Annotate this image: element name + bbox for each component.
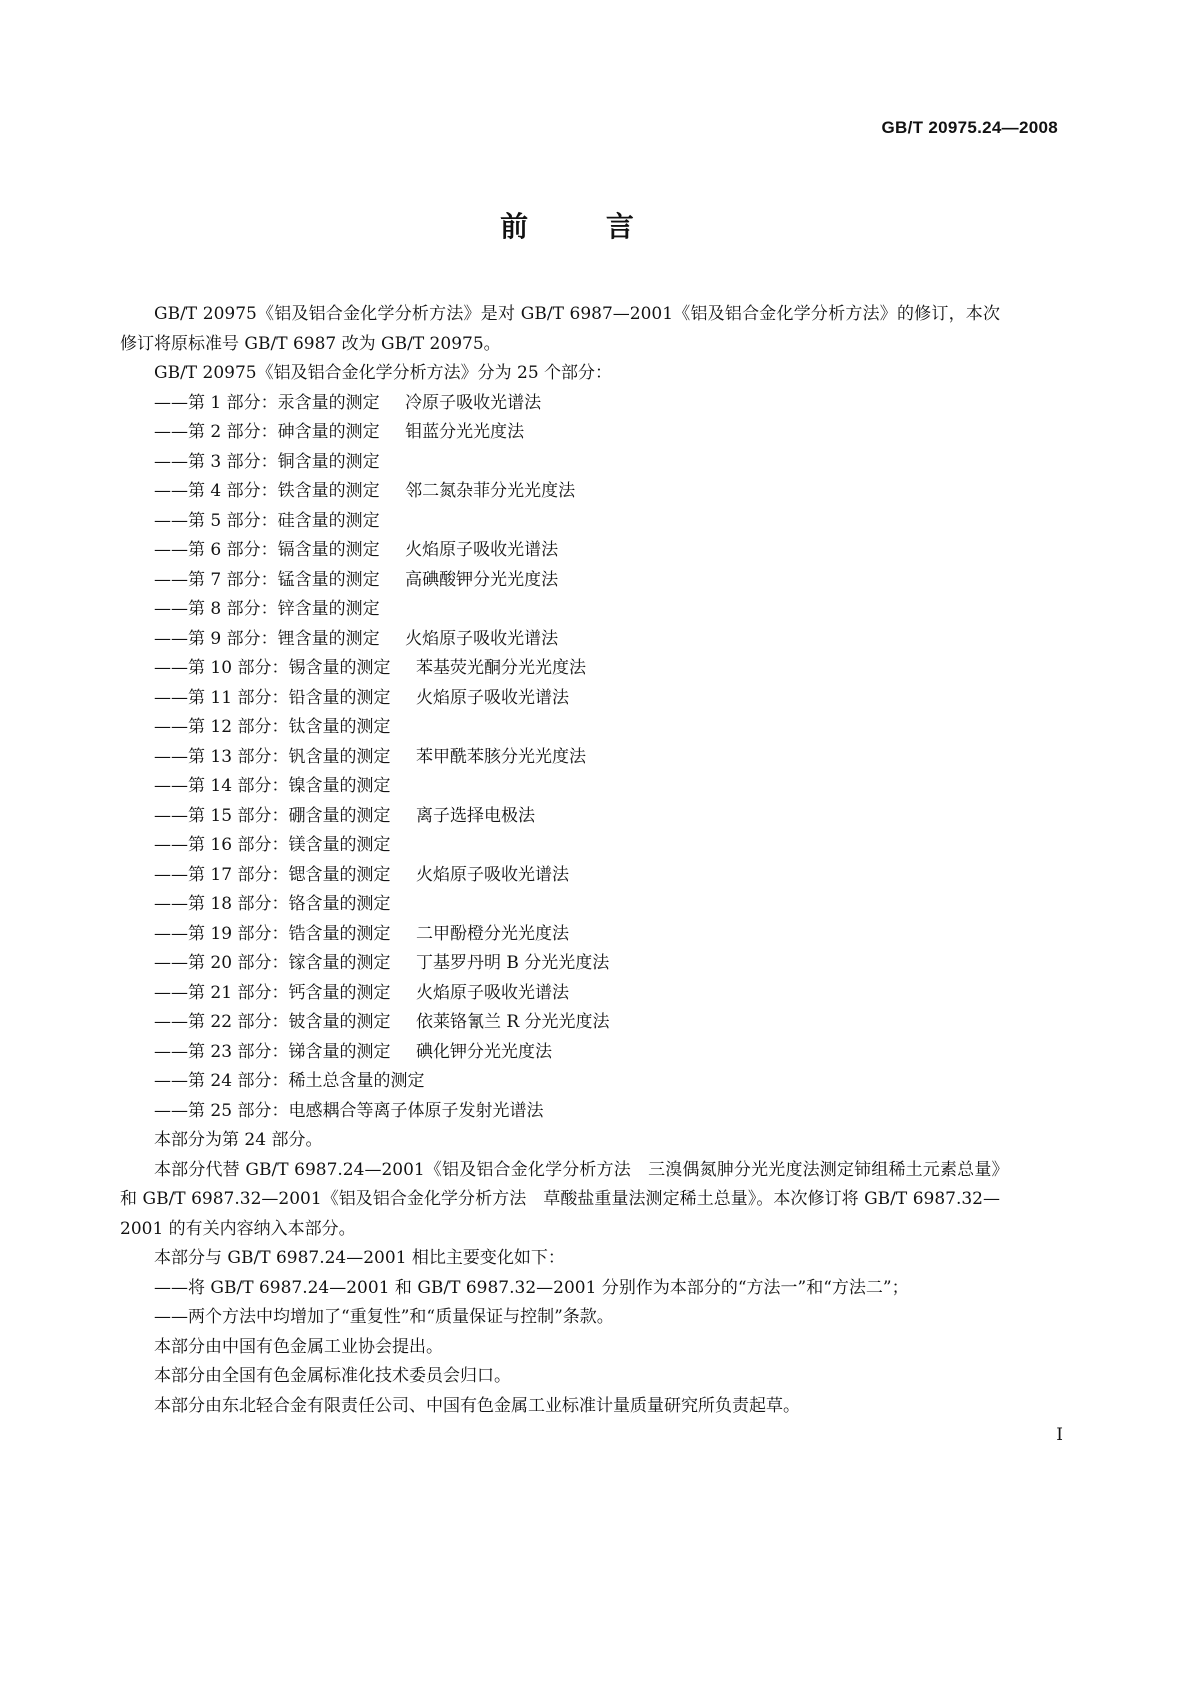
part-label: ——第 11 部分：铅含量的测定	[154, 687, 391, 708]
part-list-item	[120, 713, 1000, 743]
change-item: ——将 GB/T 6987.24—2001 和 GB/T 6987.32—2001 分别作为本部分的“方法一”和“方法二”；	[154, 1277, 909, 1298]
part-label: ——第 5 部分：硅含量的测定	[154, 510, 380, 531]
intro-paragraph: GB/T 20975《铝及铝合金化学分析方法》分为 25 个部分：	[154, 363, 613, 383]
part-label: ——第 9 部分：锂含量的测定	[154, 628, 380, 649]
closing-paragraph: 本部分与 GB/T 6987.24—2001 相比主要变化如下：	[154, 1248, 565, 1268]
closing-paragraph: 本部分由全国有色金属标准化技术委员会归口。	[154, 1366, 511, 1386]
part-label: ——第 18 部分：铬含量的测定	[154, 894, 391, 914]
part-list-item	[120, 802, 1000, 832]
part-list-item	[120, 831, 1000, 861]
part-list-item	[120, 1038, 1000, 1068]
closing-paragraph: 本部分由东北轻合金有限责任公司、中国有色金属工业标准计量质量研究所负责起草。	[154, 1395, 800, 1416]
part-label: ——第 3 部分：铜含量的测定	[154, 451, 380, 472]
part-label: ——第 8 部分：锌含量的测定	[154, 599, 380, 619]
part-method: 冷原子吸收光谱法	[405, 392, 542, 413]
part-method: 离子选择电极法	[415, 805, 535, 826]
part-list-item	[120, 595, 1000, 625]
part-method: 高碘酸钾分光光度法	[405, 569, 559, 590]
part-label: ——第 7 部分：锰含量的测定	[154, 569, 380, 590]
part-label: ——第 15 部分：硼含量的测定	[154, 805, 391, 826]
change-item: ——两个方法中均增加了“重复性”和“质量保证与控制”条款。	[154, 1307, 614, 1327]
part-list-item	[120, 418, 1000, 448]
part-list-item	[120, 477, 1000, 507]
part-method: 火焰原子吸收光谱法	[415, 982, 569, 1003]
part-method: 钼蓝分光光度法	[405, 422, 525, 442]
part-list-item	[120, 861, 1000, 891]
part-method: 二甲酚橙分光光度法	[415, 923, 569, 944]
page-number: I	[1056, 1425, 1063, 1445]
part-list-item	[120, 979, 1000, 1009]
part-label: ——第 17 部分：锶含量的测定	[154, 864, 391, 885]
part-method: 依莱铬氰兰 R 分光光度法	[415, 1012, 610, 1032]
part-label: ——第 23 部分：锑含量的测定	[154, 1041, 391, 1062]
part-label: ——第 20 部分：镓含量的测定	[154, 953, 391, 973]
part-list-item	[120, 1008, 1000, 1038]
part-label: ——第 16 部分：镁含量的测定	[154, 835, 391, 855]
part-list-item	[120, 684, 1000, 714]
part-label: ——第 19 部分：锆含量的测定	[154, 923, 391, 944]
part-label: ——第 6 部分：镉含量的测定	[154, 540, 380, 560]
part-list-item	[120, 949, 1000, 979]
part-list-item	[120, 1067, 1000, 1097]
part-method: 邻二氮杂菲分光光度法	[405, 481, 576, 501]
part-method: 火焰原子吸收光谱法	[405, 540, 559, 560]
part-list-item	[120, 890, 1000, 920]
part-list-item	[120, 507, 1000, 537]
document-body	[120, 300, 1000, 1421]
part-label: ——第 12 部分：钛含量的测定	[154, 717, 391, 737]
part-method: 苯基荧光酮分光光度法	[415, 658, 586, 678]
part-method: 丁基罗丹明 B 分光光度法	[415, 953, 610, 973]
part-method: 苯甲酰苯胲分光光度法	[415, 746, 586, 767]
part-list-item	[120, 625, 1000, 655]
part-list-item	[120, 566, 1000, 596]
part-label: ——第 10 部分：锡含量的测定	[154, 658, 391, 678]
part-list-item	[120, 448, 1000, 478]
parts-list	[120, 389, 1000, 1127]
part-list-item	[120, 772, 1000, 802]
part-method: 火焰原子吸收光谱法	[415, 687, 569, 708]
page-title: 前 言	[500, 210, 668, 243]
part-list-item	[120, 743, 1000, 773]
standard-code: GB/T 20975.24—2008	[881, 118, 1058, 137]
part-method: 火焰原子吸收光谱法	[405, 628, 559, 649]
part-label: ——第 22 部分：铍含量的测定	[154, 1012, 391, 1032]
part-list-item	[120, 536, 1000, 566]
closing-paragraph: 本部分由中国有色金属工业协会提出。	[154, 1336, 443, 1357]
part-label: ——第 14 部分：镍含量的测定	[154, 776, 391, 796]
part-label: ——第 25 部分：电感耦合等离子体原子发射光谱法	[154, 1100, 544, 1121]
part-method: 碘化钾分光光度法	[415, 1041, 552, 1062]
part-label: ——第 4 部分：铁含量的测定	[154, 481, 380, 501]
part-list-item	[120, 389, 1000, 419]
closing-paragraph: 本部分代替 GB/T 6987.24—2001《铝及铝合金化学分析方法 三溴偶氮胂分光光度法测定铈组稀土元素总量》和 GB/T 6987.32—2001《铝及铝合金化学分析方法 草酸盐重量法测定稀土总量》。本次修订将 GB/T 6987.32—2001 的有关内容纳入本部分。	[120, 1159, 1000, 1239]
part-list-item	[120, 1097, 1000, 1127]
part-list-item	[120, 654, 1000, 684]
part-label: ——第 13 部分：钒含量的测定	[154, 746, 391, 767]
part-label: ——第 2 部分：砷含量的测定	[154, 422, 380, 442]
part-label: ——第 24 部分：稀土总含量的测定	[154, 1071, 425, 1091]
closing-paragraph: 本部分为第 24 部分。	[154, 1130, 323, 1150]
part-label: ——第 1 部分：汞含量的测定	[154, 392, 380, 413]
intro-paragraph: GB/T 20975《铝及铝合金化学分析方法》是对 GB/T 6987—2001《铝及铝合金化学分析方法》的修订，本次修订将原标准号 GB/T 6987 改为 GB/T 20975。	[120, 304, 1000, 354]
part-list-item	[120, 920, 1000, 950]
part-label: ——第 21 部分：钙含量的测定	[154, 982, 391, 1003]
part-method: 火焰原子吸收光谱法	[415, 864, 569, 885]
